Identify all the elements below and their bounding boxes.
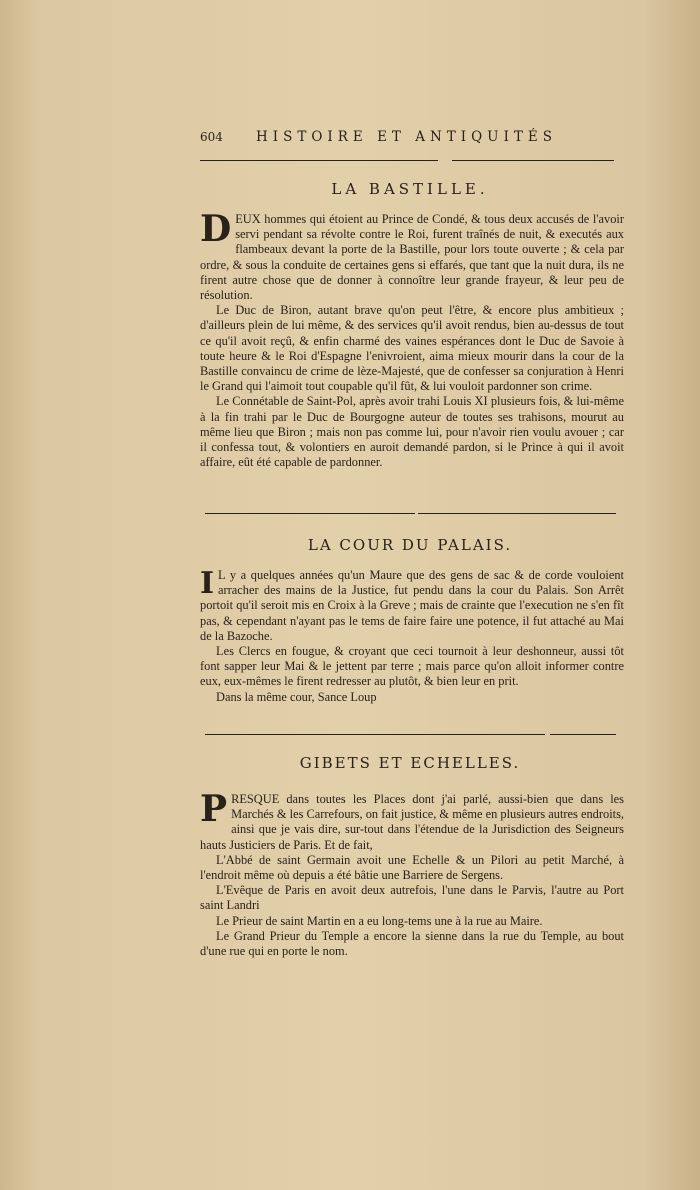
paragraph: Les Clercs en fougue, & croyant que ceci tournoit à leur deshonneur, aussi tôt font sapper leur Mai & le jettent par terre ; mais parce qu'on alloit informer contre eux, eux-mêmes le firent redresser au plutôt, & bien leur en prit. bbox=[200, 644, 624, 689]
section-rule bbox=[418, 513, 616, 514]
first-word: RESQUE bbox=[231, 792, 280, 806]
paragraph: Le Duc de Biron, autant brave qu'on peut l'être, & encore plus ambitieux ; d'ailleurs plein de lui même, & des services qu'il avoit rendus, bien au-dessus de tout ce qu'il avoit reçû, & enfin charmé des vaines espérances dont le Duc de Savoie à toute heure & le Roi d'Espagne l'enivroient, aima mieux mourir dans la cour de la Bastille convaincu de crime de lèze-Majesté, que de confesser sa conjuration à Henri le Grand qui l'aimoit tout coupable qu'il fût, & lui vouloit pardonner son crime. bbox=[200, 303, 624, 394]
section-rule bbox=[550, 734, 616, 735]
paragraph bbox=[200, 568, 624, 644]
paragraph-text: dans toutes les Places dont j'ai parlé, aussi-bien que dans les Marchés & les Carrefours, on fait justice, & même en plusieurs autres endroits, ainsi que je vais dire, sur-tout dans l'étendue de la Jurisdiction des Seigneurs hauts Justiciers de Paris. Et de fait, bbox=[200, 792, 624, 852]
paragraph-text: y a quelques années qu'un Maure que des gens de sac & de corde vouloient arracher des mains de la Justice, fut pendu dans la cour du Palais. Son Arrêt portoit qu'il seroit mis en Croix à la Greve ; mais de crainte que l'execution ne s'en fît pas, & cependant n'ayant pas le tems de faire faire une potence, il fut attaché au Mai de la Bazoche. bbox=[200, 568, 624, 643]
header-rule-left bbox=[200, 160, 438, 161]
running-title: HISTOIRE ET ANTIQUITÉS bbox=[256, 129, 558, 145]
paragraph bbox=[200, 208, 624, 303]
paragraph: L'Abbé de saint Germain avoit une Echelle & un Pilori au petit Marché, à l'endroit même où depuis a été bâtie une Barriere de Sergens. bbox=[200, 852, 624, 883]
section-title-gibets-et-echelles: GIBETS ET ECHELLES. bbox=[299, 754, 521, 772]
paragraph: Dans la même cour, Sance Loup bbox=[216, 689, 377, 704]
header-rule-right bbox=[452, 160, 614, 161]
section-rule bbox=[205, 513, 415, 514]
paragraph-text: hommes qui étoient au Prince de Condé, & tous deux accusés de l'avoir servi pendant sa révolte contre le Roi, furent traînés de nuit, & executés aux flambeaux devant la porte de la Bastille, pour lors toute ouverte ; & cela par ordre, & sous la conduite de certaines gens si effarés, que tant que la nuit dura, ils ne firent autre chose que de donner à connoître leur grande frayeur, & leur peu de résolution. bbox=[200, 212, 624, 303]
paragraph: Le Prieur de saint Martin en a eu long-tems une à la rue au Maire. bbox=[216, 913, 543, 928]
paragraph: Le Grand Prieur du Temple a encore la sienne dans la rue du Temple, au bout d'une rue qui en porte le nom. bbox=[200, 928, 624, 959]
drop-cap: I bbox=[200, 566, 215, 601]
paragraph: L'Evêque de Paris en avoit deux autrefois, l'une dans le Parvis, l'autre au Port saint Landri bbox=[200, 883, 624, 913]
section-title-cour-du-palais: LA COUR DU PALAIS. bbox=[307, 536, 513, 554]
paragraph bbox=[200, 788, 624, 853]
section-rule bbox=[205, 734, 545, 735]
section-body-bastille bbox=[200, 208, 624, 470]
section-title-bastille: LA BASTILLE. bbox=[331, 180, 489, 198]
first-word: EUX bbox=[235, 212, 261, 226]
section-body-cour-du-palais bbox=[200, 568, 624, 705]
section-body-gibets-et-echelles bbox=[200, 788, 624, 959]
page-number: 604 bbox=[200, 130, 223, 144]
paragraph: Le Connétable de Saint-Pol, après avoir trahi Louis XI plusieurs fois, & lui-même à la fin trahi par le Duc de Bourgogne auteur de toutes ses trahisons, mourut au même lieu que Biron ; mais non pas comme lui, pour n'avoir rien voulu avouer ; car il confessa tout, & volontiers en auroit demandé pardon, si le Prince à qui il avoit affaire, eût été capable de pardonner. bbox=[200, 394, 624, 470]
drop-cap: P bbox=[200, 788, 228, 830]
drop-cap: D bbox=[200, 208, 232, 250]
first-word: L bbox=[218, 568, 226, 582]
